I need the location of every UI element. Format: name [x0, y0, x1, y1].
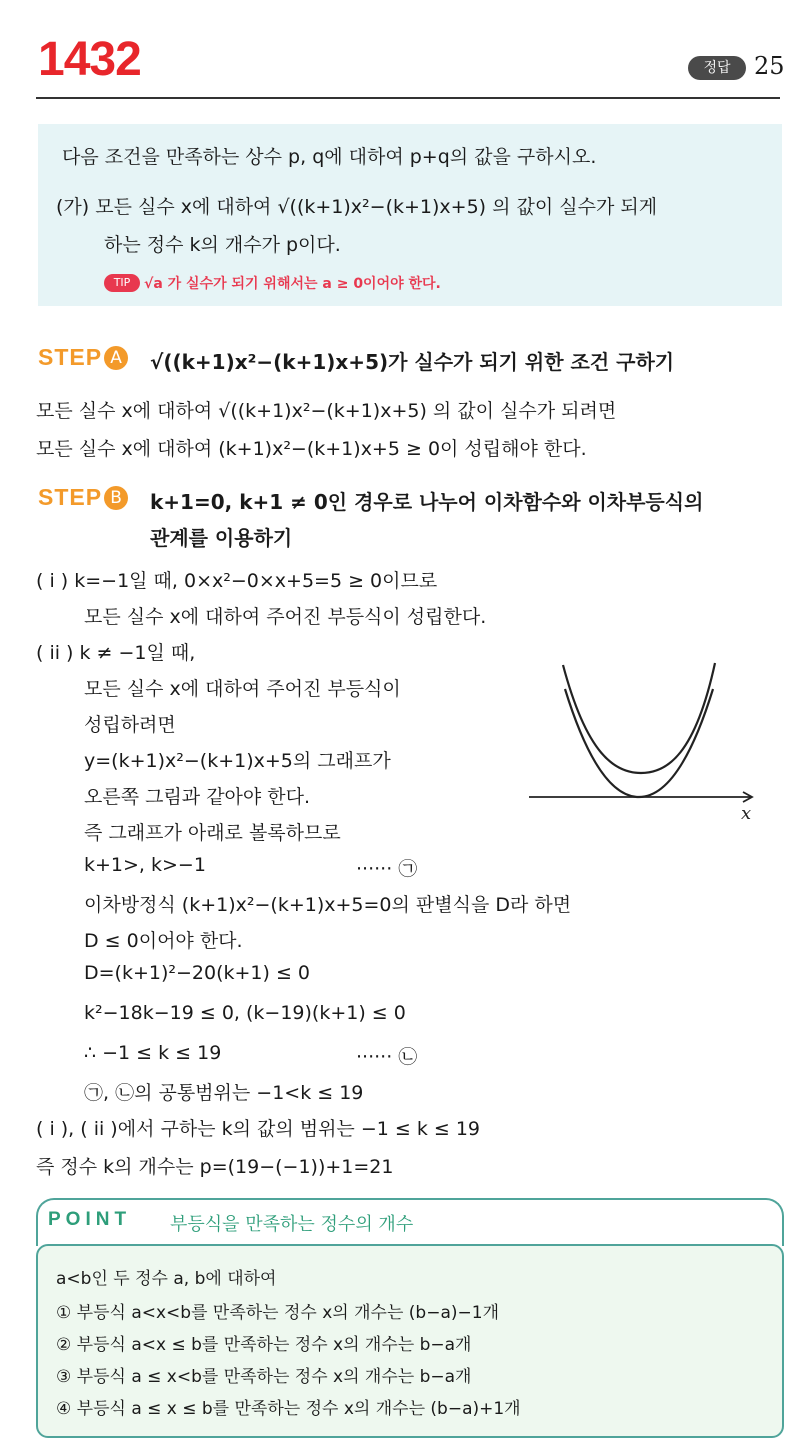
tip-badge: TIP: [104, 274, 140, 292]
step-a-line: 모든 실수 x에 대하여 (k+1)x²−(k+1)x+5 ≥ 0이 성립해야 한다.: [36, 438, 587, 460]
step-b-letter: B: [104, 486, 128, 510]
case-two-line: y=(k+1)x²−(k+1)x+5의 그래프가: [84, 750, 391, 772]
case-two-line: ∴ −1 ≤ k ≤ 19: [84, 1042, 222, 1064]
case-two-line: D ≤ 0이어야 한다.: [84, 930, 243, 952]
case-two-line: 이차방정식 (k+1)x²−(k+1)x+5=0의 판별식을 D라 하면: [84, 894, 572, 916]
upper-parabola-curve: [563, 663, 715, 773]
point-label: POINT: [48, 1209, 132, 1230]
step-a-line: 모든 실수 x에 대하여 √((k+1)x²−(k+1)x+5) 의 값이 실수가 되려면: [36, 400, 617, 422]
step-b-label: STEP: [38, 484, 103, 510]
point-line: a<b인 두 정수 a, b에 대하여: [56, 1269, 277, 1289]
tip-text: √a 가 실수가 되기 위해서는 a ≥ 0이어야 한다.: [144, 276, 441, 292]
case-two-line: 성립하려면: [84, 714, 176, 736]
conclusion-line: ( i ), ( ii )에서 구하는 k의 값의 범위는 −1 ≤ k ≤ 19: [36, 1118, 481, 1140]
step-b-title: k+1=0, k+1 ≠ 0인 경우로 나누어 이차함수와 이차부등식의: [150, 490, 704, 514]
problem-number: 1432: [38, 33, 141, 86]
case-two-line: 오른쪽 그림과 같아야 한다.: [84, 786, 311, 808]
point-line: ③ 부등식 a ≤ x<b를 만족하는 정수 x의 개수는 b−a개: [56, 1367, 472, 1387]
case-two-line: ( ii ) k ≠ −1일 때,: [36, 642, 196, 664]
x-axis-label: x: [741, 803, 752, 824]
case-two-line: k²−18k−19 ≤ 0, (k−19)(k+1) ≤ 0: [84, 1002, 406, 1024]
condition-line-continued: 하는 정수 k의 개수가 p이다.: [104, 234, 341, 256]
step-b-title-continued: 관계를 이용하기: [150, 526, 293, 550]
point-line: ① 부등식 a<x<b를 만족하는 정수 x의 개수는 (b−a)−1개: [56, 1303, 499, 1323]
case-one-line: 모든 실수 x에 대하여 주어진 부등식이 성립한다.: [84, 606, 487, 628]
parabola-graph: [525, 655, 765, 825]
lower-parabola-curve: [565, 689, 713, 797]
answer-value: 25: [754, 52, 785, 80]
point-line: ② 부등식 a<x ≤ b를 만족하는 정수 x의 개수는 b−a개: [56, 1335, 472, 1355]
equation-marker-2: ······ ㉡: [356, 1046, 418, 1068]
problem-statement: 다음 조건을 만족하는 상수 p, q에 대하여 p+q의 값을 구하시오.: [62, 146, 597, 168]
common-range-line: ㉠, ㉡의 공통범위는 −1<k ≤ 19: [84, 1082, 364, 1104]
case-two-line: 즉 그래프가 아래로 볼록하므로: [84, 822, 341, 844]
case-one-line: ( i ) k=−1일 때, 0×x²−0×x+5=5 ≥ 0이므로: [36, 570, 438, 592]
step-a-title: √((k+1)x²−(k+1)x+5)가 실수가 되기 위한 조건 구하기: [150, 350, 675, 374]
step-a-letter: A: [104, 346, 128, 370]
condition-line: (가) 모든 실수 x에 대하여 √((k+1)x²−(k+1)x+5) 의 값이 실수가 되게: [56, 196, 658, 218]
case-two-line: D=(k+1)²−20(k+1) ≤ 0: [84, 962, 311, 984]
point-title: 부등식을 만족하는 정수의 개수: [170, 1214, 414, 1235]
case-two-line: k+1>, k>−1: [84, 854, 206, 876]
step-b-header: [38, 484, 128, 511]
point-line: ④ 부등식 a ≤ x ≤ b를 만족하는 정수 x의 개수는 (b−a)+1개: [56, 1399, 521, 1419]
step-a-header: [38, 344, 128, 371]
conclusion-line: 즉 정수 k의 개수는 p=(19−(−1))+1=21: [36, 1156, 394, 1178]
step-a-label: STEP: [38, 344, 103, 370]
header-divider: [36, 97, 780, 99]
answer-badge: 정답: [688, 56, 746, 80]
equation-marker-1: ······ ㉠: [356, 858, 418, 880]
case-two-line: 모든 실수 x에 대하여 주어진 부등식이: [84, 678, 401, 700]
